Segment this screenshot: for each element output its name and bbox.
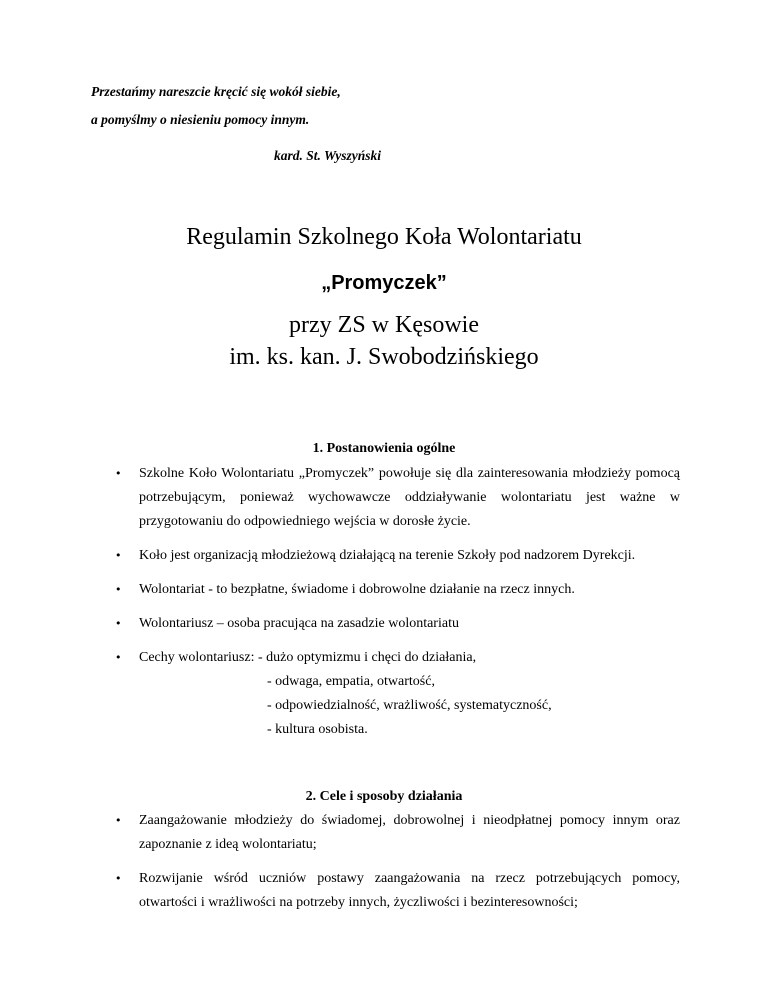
document-title: Regulamin Szkolnego Koła Wolontariatu — [186, 224, 582, 250]
trait-line: - odwaga, empatia, otwartość, — [267, 674, 435, 689]
trait-line: - odpowiedzialność, wrażliwość, systematyczność, — [267, 698, 552, 713]
school-line: przy ZS w Kęsowie — [289, 312, 479, 338]
traits-label: • Cechy wolontariusz: - dużo optymizmu i chęci do działania, — [139, 650, 477, 665]
motto-line-1: Przestańmy nareszcie kręcić się wokół siebie, — [91, 84, 341, 99]
traits-sublist — [267, 670, 680, 742]
circle-name: „Promyczek” — [321, 272, 447, 294]
list-item: • Zaangażowanie młodzieży do świadomej, dobrowolnej i nieodpłatnej pomocy innym oraz zapoznanie z ideą wolontariatu; — [115, 809, 680, 857]
goals-list — [115, 809, 680, 925]
general-provisions-list — [115, 462, 680, 752]
trait-line: - kultura osobista. — [267, 722, 368, 737]
motto-quote — [91, 78, 341, 134]
section-heading-general: 1. Postanowienia ogólne — [312, 441, 456, 456]
list-item-traits — [115, 646, 680, 742]
motto-line-2: a pomyślmy o niesieniu pomocy innym. — [91, 112, 310, 127]
list-item: • Wolontariusz – osoba pracująca na zasadzie wolontariatu — [115, 612, 680, 636]
list-item: • Wolontariat - to bezpłatne, świadome i dobrowolne działanie na rzecz innych. — [115, 578, 680, 602]
patron-line: im. ks. kan. J. Swobodzińskiego — [229, 344, 539, 370]
section-heading-goals: 2. Cele i sposoby działania — [305, 789, 463, 804]
list-item: • Rozwijanie wśród uczniów postawy zaangażowania na rzecz potrzebujących pomocy, otwartości i wrażliwości na potrzeby innych, życzliwości i bezinteresowności; — [115, 867, 680, 915]
list-item: • Szkolne Koło Wolontariatu „Promyczek” powołuje się dla zainteresowania młodzieży pomocą potrzebującym, ponieważ wychowawcze oddziaływanie wolontariatu jest ważne w przygotowaniu do odpowiedniego wejścia w dorosłe życie. — [115, 462, 680, 534]
motto-author: kard. St. Wyszyński — [274, 148, 382, 163]
list-item: • Koło jest organizacją młodzieżową działającą na terenie Szkoły pod nadzorem Dyrekcji. — [115, 544, 680, 568]
